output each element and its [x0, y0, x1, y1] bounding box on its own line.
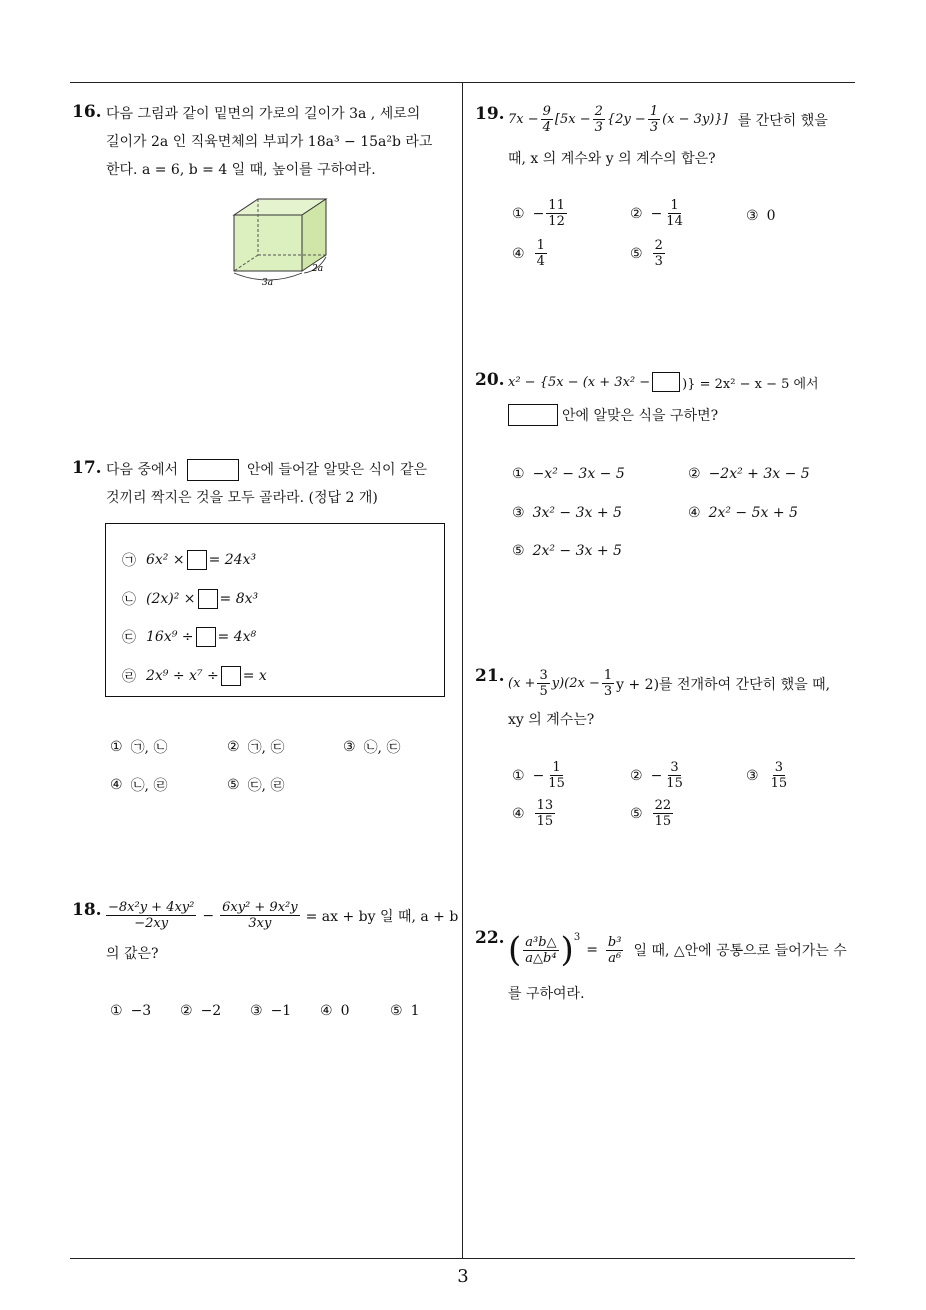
- question-text: xy 의 계수는?: [508, 712, 595, 728]
- numerator: 3: [774, 760, 783, 775]
- item-right: = x: [242, 668, 267, 684]
- page-number: 3: [457, 1266, 469, 1287]
- option-text: 0: [340, 1003, 350, 1019]
- fraction: [602, 668, 614, 699]
- question-number: 19.: [475, 104, 505, 124]
- option-marker: ④: [320, 1003, 333, 1019]
- option-text: −1: [270, 1003, 292, 1019]
- item-right: = 4x⁸: [217, 629, 257, 645]
- option-text: ㉡, ㉣: [130, 778, 168, 794]
- option-fraction: [546, 760, 567, 791]
- question-number: 21.: [475, 666, 505, 686]
- blank-box: [187, 459, 239, 481]
- option-fraction: [546, 198, 567, 229]
- numerator: 1: [536, 238, 545, 253]
- expr-part: (x +: [508, 676, 536, 691]
- denominator: 15: [654, 814, 672, 829]
- option-text: 2x² − 3x + 5: [532, 543, 622, 559]
- denominator: 15: [666, 776, 683, 791]
- numerator: 3: [670, 760, 679, 775]
- expr-part: {2y −: [606, 112, 646, 127]
- option-5[interactable]: [512, 543, 622, 559]
- option-1[interactable]: [110, 1003, 151, 1019]
- option-3[interactable]: [343, 737, 400, 757]
- denominator: 15: [548, 776, 565, 791]
- item-1: [122, 550, 256, 570]
- question-text: 때, x 의 계수와 y 의 계수의 합은?: [508, 151, 716, 167]
- option-marker: ①: [512, 767, 525, 784]
- option-2[interactable]: [630, 198, 687, 229]
- fraction: [523, 935, 558, 966]
- denominator: 14: [666, 214, 683, 229]
- option-2[interactable]: [688, 466, 810, 482]
- numerator: 1: [670, 198, 679, 213]
- expr-part: x² − {5x − (x + 3x² −: [508, 374, 651, 390]
- option-sign: −: [650, 205, 663, 222]
- exponent: 3: [573, 932, 581, 943]
- numerator: a³b△: [525, 934, 557, 950]
- item-mark: ㉣: [122, 669, 136, 685]
- blank-box: [652, 372, 680, 392]
- figure-label-3a: 3a: [262, 278, 274, 288]
- question-text: 길이가 2a 인 직육면체의 부피가 18a³ − 15a²b 라고: [106, 134, 433, 150]
- item-2: [122, 589, 258, 609]
- option-fraction: [664, 198, 685, 229]
- item-left: 6x² ×: [146, 552, 185, 568]
- option-marker: ③: [250, 1003, 263, 1019]
- option-fraction: [664, 760, 685, 791]
- denominator: 15: [536, 814, 554, 829]
- option-1[interactable]: [512, 760, 569, 791]
- option-4[interactable]: [320, 1003, 349, 1019]
- item-right: = 8x³: [219, 591, 259, 607]
- option-2[interactable]: [227, 737, 284, 757]
- bottom-rule: [70, 1258, 855, 1259]
- question-text-line: [508, 404, 718, 426]
- blank-box: [508, 404, 558, 426]
- option-marker: ⑤: [227, 777, 240, 793]
- denominator: 3xy: [248, 916, 272, 931]
- option-4[interactable]: [110, 775, 167, 795]
- figure-label-2a: 2a: [312, 264, 324, 274]
- option-5[interactable]: [630, 238, 667, 269]
- numerator: 9: [542, 104, 551, 119]
- expr-part: 7x −: [508, 112, 539, 127]
- numerator: 2: [654, 238, 663, 253]
- option-5[interactable]: [227, 775, 284, 795]
- option-text: 3x² − 3x + 5: [532, 505, 622, 521]
- text-part: 안에 들어갈 알맞은 식이 같은: [246, 462, 428, 478]
- expr-part: y)(2x −: [551, 676, 600, 691]
- question-text: 한다. a = 6, b = 4 일 때, 높이를 구하여라.: [106, 162, 376, 178]
- option-sign: −: [532, 767, 545, 784]
- question-number: 17.: [72, 458, 102, 478]
- option-marker: ①: [110, 739, 123, 755]
- fraction: [106, 900, 196, 931]
- option-text: 0: [766, 208, 776, 224]
- option-fraction: [653, 798, 674, 829]
- question-text: 의 값은?: [106, 946, 159, 962]
- numerator: b³: [607, 934, 622, 950]
- option-marker: ⑤: [630, 245, 643, 262]
- option-5[interactable]: [390, 1003, 419, 1019]
- option-marker: ②: [227, 739, 240, 755]
- option-fraction: [535, 238, 547, 269]
- numerator: 6xy² + 9x²y: [222, 900, 298, 915]
- option-3[interactable]: [250, 1003, 291, 1019]
- option-fraction: [653, 238, 665, 269]
- blank-box: [198, 589, 218, 609]
- question-text: 다음 그림과 같이 밑면의 가로의 길이가 3a , 세로의: [106, 106, 421, 122]
- denominator: a⁶: [608, 950, 622, 966]
- question-text: 를 간단히 했을: [737, 112, 828, 129]
- operator: −: [202, 907, 215, 924]
- item-3: [122, 627, 256, 647]
- numerator: −8x²y + 4xy²: [108, 900, 195, 915]
- right-paren: ): [560, 930, 574, 970]
- question-expression: [508, 104, 828, 135]
- option-text: ㉠, ㉢: [247, 740, 285, 756]
- option-marker: ③: [343, 739, 356, 755]
- option-3[interactable]: [512, 505, 622, 521]
- item-mark: ㉡: [122, 592, 136, 608]
- option-marker: ②: [688, 466, 701, 482]
- option-marker: ①: [110, 1003, 123, 1019]
- denominator: a△b⁴: [525, 950, 557, 966]
- option-marker: ②: [630, 205, 643, 222]
- option-marker: ③: [746, 767, 759, 784]
- blank-box: [221, 666, 241, 686]
- fraction: [593, 104, 605, 135]
- option-4[interactable]: [688, 505, 798, 521]
- denominator: 4: [542, 120, 551, 135]
- option-4[interactable]: [512, 238, 549, 269]
- option-marker: ④: [688, 505, 701, 521]
- option-marker: ①: [512, 466, 525, 482]
- option-text: ㉠, ㉡: [130, 740, 168, 756]
- operator: =: [586, 942, 598, 958]
- option-marker: ③: [746, 208, 759, 224]
- item-right: = 24x³: [208, 552, 257, 568]
- option-marker: ②: [630, 767, 643, 784]
- item-left: 2x⁹ ÷ x⁷ ÷: [146, 668, 219, 684]
- item-mark: ㉢: [122, 630, 136, 646]
- expr-part: )} = 2x² − x − 5 에서: [682, 376, 819, 392]
- numerator: 1: [649, 104, 659, 119]
- option-marker: ⑤: [390, 1003, 403, 1019]
- option-text: 1: [410, 1003, 420, 1019]
- text-part: 다음 중에서: [106, 462, 179, 478]
- option-text: 2x² − 5x + 5: [708, 505, 798, 521]
- item-left: 16x⁹ ÷: [146, 629, 194, 645]
- blank-box: [196, 627, 216, 647]
- option-3[interactable]: [746, 760, 791, 791]
- expr-part: (x − 3y)}]: [662, 112, 728, 127]
- fraction: [220, 900, 299, 931]
- option-marker: ②: [180, 1003, 193, 1019]
- option-marker: ①: [512, 205, 525, 222]
- option-marker: ④: [110, 777, 123, 793]
- question-text: = ax + by 일 때, a + b: [305, 908, 459, 925]
- option-4[interactable]: [512, 798, 557, 829]
- option-3[interactable]: [746, 208, 775, 224]
- item-mark: ㉠: [122, 553, 136, 569]
- option-sign: −: [650, 767, 663, 784]
- left-paren: (: [508, 930, 522, 970]
- option-1[interactable]: [110, 737, 167, 757]
- option-sign: −: [532, 205, 545, 222]
- option-text: ㉡, ㉢: [363, 740, 401, 756]
- numerator: 1: [552, 760, 561, 775]
- numerator: 2: [594, 104, 603, 119]
- question-number: 20.: [475, 370, 505, 390]
- option-text: −2: [200, 1003, 222, 1019]
- option-2[interactable]: [630, 760, 687, 791]
- numerator: 13: [536, 798, 554, 813]
- fraction: [541, 104, 553, 135]
- question-expression: [508, 930, 847, 970]
- question-expression: [104, 900, 458, 931]
- denominator: 12: [548, 214, 565, 229]
- denominator: 15: [770, 776, 788, 791]
- question-number: 22.: [475, 928, 505, 948]
- expr-part: [5x −: [554, 112, 591, 127]
- option-marker: ⑤: [512, 543, 525, 559]
- question-text: 것끼리 짝지은 것을 모두 골라라. (정답 2 개): [106, 490, 378, 506]
- question-text: [106, 456, 427, 484]
- item-left: (2x)² ×: [146, 591, 196, 607]
- denominator: 3: [654, 254, 663, 269]
- fraction: [537, 668, 549, 699]
- question-text: 일 때, △안에 공통으로 들어가는 수: [633, 943, 847, 959]
- numerator: 3: [539, 668, 548, 683]
- denominator: 3: [594, 120, 603, 135]
- fraction: [606, 935, 624, 966]
- option-text: −x² − 3x − 5: [532, 466, 625, 482]
- question-text: y + 2)를 전개하여 간단히 했을 때,: [616, 676, 831, 693]
- option-text: −2x² + 3x − 5: [708, 466, 810, 482]
- question-text: 를 구하여라.: [508, 986, 585, 1002]
- numerator: 22: [654, 798, 672, 813]
- question-number: 18.: [72, 900, 102, 920]
- option-2[interactable]: [180, 1003, 221, 1019]
- option-text: −3: [130, 1003, 152, 1019]
- denominator: 3: [603, 684, 613, 699]
- numerator: 1: [603, 668, 613, 683]
- column-divider: [462, 83, 463, 1258]
- option-marker: ④: [512, 245, 525, 262]
- option-1[interactable]: [512, 466, 625, 482]
- option-marker: ③: [512, 505, 525, 521]
- option-5[interactable]: [630, 798, 675, 829]
- blank-box: [187, 550, 207, 570]
- item-4: [122, 666, 267, 686]
- option-text: ㉢, ㉣: [247, 778, 285, 794]
- option-marker: ⑤: [630, 805, 643, 822]
- denominator: −2xy: [134, 916, 169, 931]
- cuboid-figure: [228, 195, 338, 290]
- fraction: [648, 104, 660, 135]
- question-expression: [508, 668, 830, 699]
- question-text: 안에 알맞은 식을 구하면?: [562, 408, 719, 424]
- question-expression: [508, 372, 819, 392]
- option-fraction: [535, 798, 556, 829]
- numerator: 11: [548, 198, 565, 213]
- denominator: 3: [649, 120, 659, 135]
- denominator: 5: [539, 684, 548, 699]
- option-1[interactable]: [512, 198, 569, 229]
- option-fraction: [769, 760, 790, 791]
- question-number: 16.: [72, 102, 102, 122]
- option-marker: ④: [512, 805, 525, 822]
- denominator: 4: [536, 254, 545, 269]
